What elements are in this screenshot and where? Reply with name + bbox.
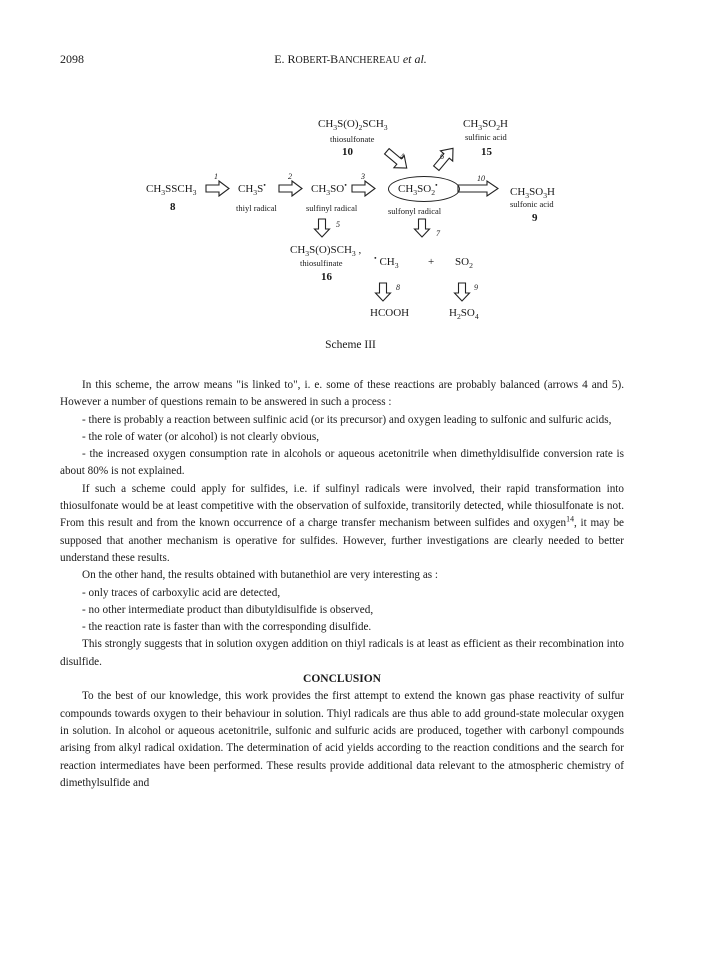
page-number: 2098 <box>60 52 84 66</box>
paragraph-3: On the other hand, the results obtained with butanethiol are very interesting as : <box>82 569 439 582</box>
arrow-number-3: 3 <box>361 172 365 181</box>
dimethyldisulfide: $CH_3SSCH_3$ <box>146 183 197 198</box>
bullet-3: - the increased oxygen consumption rate in alcohols or aqueous acetonitrile when dimethyldisulfide conversion rate is about 80% is not explained. <box>60 448 624 478</box>
bullet-2: - the role of water (or alcohol) is not clearly obvious, <box>82 430 320 443</box>
body-text <box>60 377 624 792</box>
label-sulfonic: sulfonic acid <box>510 199 554 209</box>
label-thiosulfinate: thiosulfinate <box>300 258 343 268</box>
label-sulfinyl: sulfinyl radical <box>306 203 358 213</box>
label-sulfinic: sulfinic acid <box>465 132 507 142</box>
thiyl-radical: $CH_3S^•$ <box>238 180 266 198</box>
label-thiosulfonate: thiosulfonate <box>330 134 375 144</box>
plus-sign: + <box>428 256 435 268</box>
scheme-caption: Scheme III <box>325 339 376 351</box>
arrow-number-4: 4 <box>400 152 404 161</box>
compound-number-10: 10 <box>342 146 353 158</box>
bullet-1: - there is probably a reaction between sulfinic acid (or its precursor) and oxygen leading to sulfonic and sulfuric acids, <box>82 413 612 426</box>
sulfinyl-radical: $CH_3SO^•$ <box>311 180 347 198</box>
sulfonic-acid: $CH_3SO_3H$ <box>510 186 555 201</box>
label-sulfonyl: sulfonyl radical <box>388 206 442 216</box>
paragraph-4: This strongly suggests that in solution oxygen addition on thiyl radicals is at least as efficient as their recombination into disulfide. <box>60 638 624 668</box>
arrow-4 <box>382 145 412 174</box>
arrow-6 <box>430 143 459 173</box>
arrow-number-7: 7 <box>436 229 440 238</box>
running-title: E. ROBERT-BANCHEREAU et al. <box>274 52 427 66</box>
compound-number-9: 9 <box>532 212 538 224</box>
reaction-scheme <box>0 0 701 360</box>
arrow-9 <box>455 283 470 301</box>
compound-number-8: 8 <box>170 201 176 213</box>
scheme-arrows <box>0 0 701 360</box>
reference-14: 14 <box>566 514 574 524</box>
arrow-number-6: 6 <box>440 152 444 161</box>
paragraph-5: To the best of our knowledge, this work provides the first attempt to extend the known gas phase reactivity of sulfur compounds towards oxygen to their behaviour in solution. Thiyl radicals are thus able to add ground-state molecular oxygen in solution. In alcohol or aqueous acetonitrile, sulfonic and sulfuric acids are produced, together with carbonyl compounds arising from alkyl radical oxidation. The determination of acid yields according to the reaction conditions and the search for reaction intermediates have been performed. These results provide additional data relevant to the atmospheric chemistry of dimethylsulfide and <box>60 690 624 789</box>
arrow-10 <box>458 181 498 196</box>
thiosulfinate: $CH_3S(O)SCH_3$ , <box>290 244 362 259</box>
arrow-1 <box>206 181 229 196</box>
arrow-3 <box>352 181 375 196</box>
label-thiyl: thiyl radical <box>236 203 277 213</box>
bullet-5: - no other intermediate product than dibutyldisulfide is observed, <box>82 603 374 616</box>
arrow-number-1: 1 <box>214 172 218 181</box>
paragraph-1: In this scheme, the arrow means "is linked to", i. e. some of these reactions are probably balanced (arrows 4 and 5). However a number of questions remain to be answered in such a process : <box>60 379 624 409</box>
sulfinic-acid: $CH_3SO_2H$ <box>463 118 508 133</box>
arrow-number-2: 2 <box>288 172 292 181</box>
bullet-6: - the reaction rate is faster than with the corresponding disulfide. <box>82 621 372 634</box>
arrow-number-8: 8 <box>396 283 400 292</box>
compound-number-15: 15 <box>481 146 492 158</box>
sulfonyl-radical: $CH_3SO_2^•$ <box>398 180 438 198</box>
arrow-number-9: 9 <box>474 283 478 292</box>
arrow-8 <box>376 283 391 301</box>
paragraph-2: If such a scheme could apply for sulfides, i.e. if sulfinyl radicals were involved, their rapid transformation into thiosulfonate would be at least competitive with the observation of sulfoxide, transitorily detected, while thiosulfonate is not. From this result and from the known occurrence of a charge transfer mechanism between sulfides and oxygen$^{14}$, it may be supposed that another mechanism is operative for sulfides. However, further investigations are clearly needed to better understand these results. <box>60 482 624 564</box>
formic-acid: HCOOH <box>370 307 410 319</box>
bullet-4: - only traces of carboxylic acid are detected, <box>82 586 281 599</box>
sulfur-dioxide: $SO_2$ <box>455 256 473 271</box>
thiosulfonate: $CH_3S(O)_2SCH_3$ <box>318 118 388 133</box>
conclusion-heading: CONCLUSION <box>303 673 381 686</box>
arrow-number-10: 10 <box>477 174 485 183</box>
arrow-7 <box>415 219 430 237</box>
sulfuric-acid: $H_2SO_4$ <box>449 307 479 322</box>
arrow-number-5: 5 <box>336 220 340 229</box>
arrow-5 <box>315 219 330 237</box>
arrow-2 <box>279 181 302 196</box>
compound-number-16: 16 <box>321 271 332 283</box>
methyl-radical: • $CH_3$ <box>374 253 399 271</box>
